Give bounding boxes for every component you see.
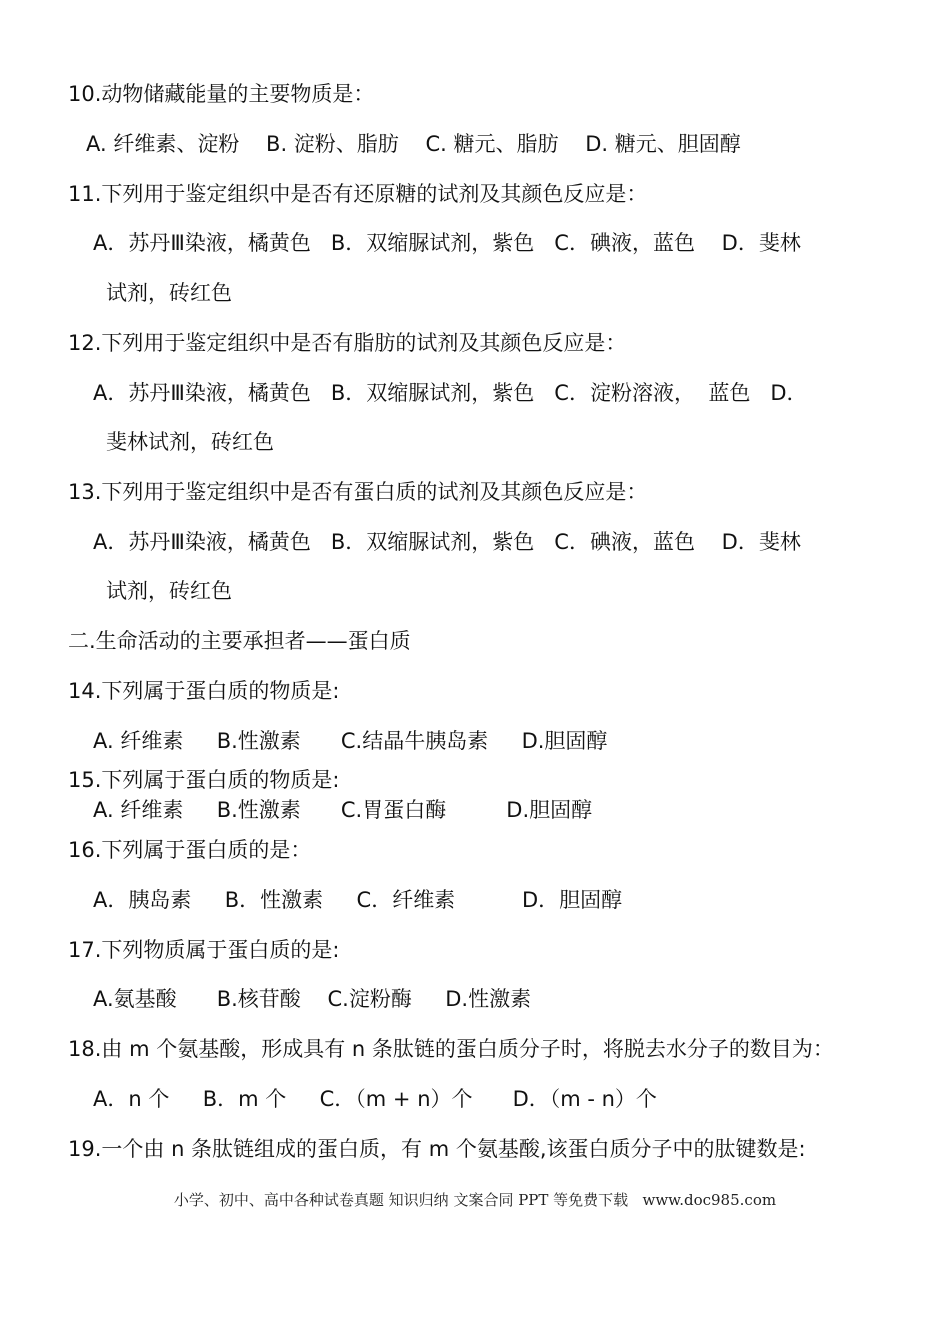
options-10: A. 纤维素、淀粉 B. 淀粉、脂肪 C. 糖元、脂肪 D. 糖元、胆固醇 [86, 132, 741, 156]
question-10: 10.动物储藏能量的主要物质是： [68, 82, 375, 106]
question-16: 16.下列属于蛋白质的是： [68, 838, 312, 862]
page-footer: 小学、初中、高中各种试卷真题 知识归纳 文案合同 PPT 等免费下载 www.doc985.com [173, 1191, 777, 1209]
options-16: A．胰岛素 B．性激素 C．纤维素 D．胆固醇 [93, 888, 623, 912]
options-13: A．苏丹Ⅲ染液，橘黄色 B．双缩脲试剂，紫色 C．碘液，蓝色 D．斐林 [93, 530, 801, 554]
question-17: 17.下列物质属于蛋白质的是: [68, 938, 340, 962]
options-11-cont: 试剂，砖红色 [106, 281, 232, 305]
options-13-cont: 试剂，砖红色 [106, 579, 232, 603]
question-15: 15.下列属于蛋白质的物质是: [68, 768, 340, 792]
options-12: A．苏丹Ⅲ染液，橘黄色 B．双缩脲试剂，紫色 C．淀粉溶液， 蓝色 D． [93, 381, 808, 405]
question-11: 11.下列用于鉴定组织中是否有还原糖的试剂及其颜色反应是： [68, 182, 648, 206]
options-11: A．苏丹Ⅲ染液，橘黄色 B．双缩脲试剂，紫色 C．碘液，蓝色 D．斐林 [93, 231, 801, 255]
section-heading: 二.生命活动的主要承担者——蛋白质 [68, 629, 411, 653]
options-15: A. 纤维素 B.性激素 C.胃蛋白酶 D.胆固醇 [93, 798, 593, 822]
options-17: A.氨基酸 B.核苷酸 C.淀粉酶 D.性激素 [93, 987, 532, 1011]
question-12: 12.下列用于鉴定组织中是否有脂肪的试剂及其颜色反应是： [68, 331, 627, 355]
options-14: A. 纤维素 B.性激素 C.结晶牛胰岛素 D.胆固醇 [93, 729, 608, 753]
options-18: A．n 个 B．m 个 C．（m + n）个 D．（m - n）个 [93, 1087, 657, 1111]
question-19: 19.一个由 n 条肽链组成的蛋白质，有 m 个氨基酸,该蛋白质分子中的肽键数是: [68, 1137, 806, 1161]
question-13: 13.下列用于鉴定组织中是否有蛋白质的试剂及其颜色反应是： [68, 480, 648, 504]
options-12-cont: 斐林试剂，砖红色 [106, 430, 274, 454]
question-18: 18.由 m 个氨基酸，形成具有 n 条肽链的蛋白质分子时，将脱去水分子的数目为： [68, 1037, 834, 1061]
question-14: 14.下列属于蛋白质的物质是: [68, 679, 340, 703]
